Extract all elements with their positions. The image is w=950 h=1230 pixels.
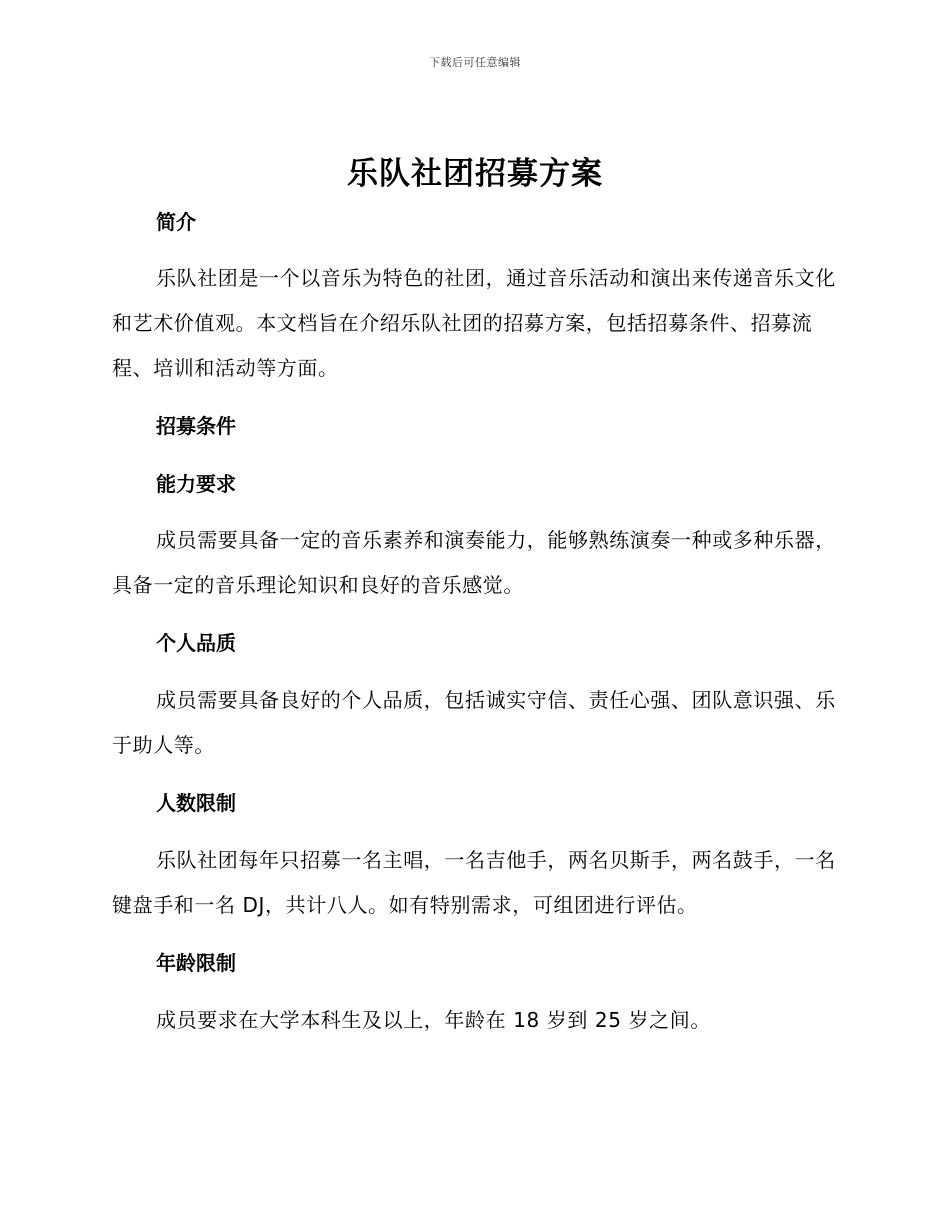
paragraph-age: 成员要求在大学本科生及以上，年龄在 18 岁到 25 岁之间。 — [156, 1008, 711, 1032]
paragraph-quality: 成员需要具备良好的个人品质，包括诚实守信、责任心强、团队意识强、乐于助人等。 — [112, 688, 836, 757]
heading-ability: 能力要求 — [156, 472, 236, 496]
heading-intro: 简介 — [156, 210, 196, 234]
paragraph-headcount: 乐队社团每年只招募一名主唱，一名吉他手，两名贝斯手，两名鼓手，一名键盘手和一名 DJ，共计八人。如有特别需求，可组团进行评估。 — [112, 848, 836, 917]
heading-conditions: 招募条件 — [156, 414, 236, 438]
paragraph-ability: 成员需要具备一定的音乐素养和演奏能力，能够熟练演奏一种或多种乐器，具备一定的音乐理论知识和良好的音乐感觉。 — [112, 528, 836, 597]
heading-age: 年龄限制 — [156, 951, 236, 975]
heading-quality: 个人品质 — [156, 631, 236, 655]
paragraph-intro: 乐队社团是一个以音乐为特色的社团，通过音乐活动和演出来传递音乐文化和艺术价值观。本文档旨在介绍乐队社团的招募方案，包括招募条件、招募流程、培训和活动等方面。 — [112, 266, 836, 380]
document-title: 乐队社团招募方案 — [347, 156, 603, 192]
heading-headcount: 人数限制 — [156, 791, 236, 815]
header-note: 下载后可任意编辑 — [429, 56, 521, 69]
